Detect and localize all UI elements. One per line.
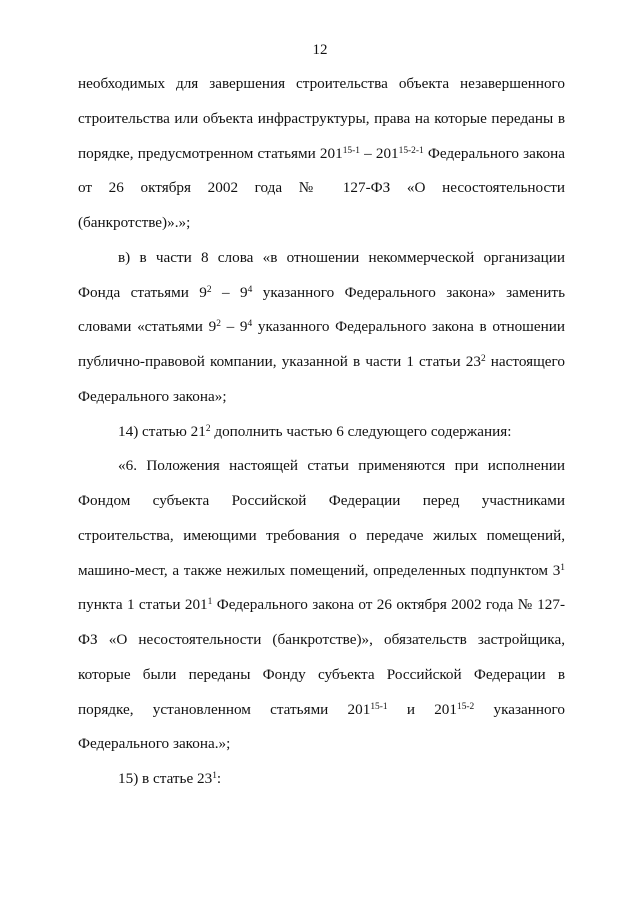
text-run: указанного Федерального закона» заменить словами «статьями 9 — [78, 283, 565, 336]
text-run: 14) статью 21 — [118, 422, 206, 440]
text-run: : — [216, 770, 222, 787]
superscript: 1 — [560, 562, 565, 573]
page-number: 12 — [312, 42, 328, 58]
text-run: «6. Положения настоящей статьи применяются при исполнении Фондом субъекта Российской Федерации перед участниками строительства, имеющими требования о передаче жилых помещений, машино-мест, а также нежилых помещений, определенных подпунктом 3 — [78, 457, 565, 579]
superscript: 2 — [480, 353, 486, 364]
text-run: Федерального закона от 26 октября 2002 года № 127-ФЗ «О несостоятельности (банкротстве)».»; — [78, 144, 565, 231]
text-run: Федерального закона от 26 октября 2002 года № 127-ФЗ «О несостоятельности (банкротстве)», обязательств застройщика, которые были переданы Фонду субъекта Российской Федерации в порядке, установленном статьями 201 — [78, 596, 565, 718]
document-body — [78, 67, 565, 797]
superscript: 2 — [216, 319, 221, 330]
paragraph-p2 — [78, 241, 565, 415]
text-run: 15) в статье 23 — [118, 770, 213, 787]
text-run: – 9 — [211, 283, 248, 301]
paragraph-p1 — [78, 67, 565, 241]
superscript: 15-2-1 — [398, 145, 424, 156]
superscript: 15-1 — [370, 701, 388, 712]
superscript: 4 — [247, 284, 253, 295]
text-run: – 201 — [359, 144, 399, 162]
paragraph-p5 — [78, 762, 565, 797]
text-run: необходимых для завершения строительства объекта незавершенного строительства или объекта инфраструктуры, права на которые переданы в порядке, предусмотренном статьями 201 — [78, 75, 565, 162]
paragraph-p3 — [78, 415, 565, 450]
text-run: указанного Федерального закона.»; — [78, 700, 565, 753]
superscript: 1 — [207, 597, 213, 608]
text-run: дополнить частью 6 следующего содержания: — [210, 422, 512, 440]
superscript: 2 — [206, 284, 212, 295]
paragraph-p4 — [78, 449, 565, 762]
superscript: 1 — [212, 770, 217, 781]
text-run: и 201 — [387, 700, 457, 718]
superscript: 15-1 — [342, 145, 360, 156]
superscript: 4 — [247, 319, 253, 330]
text-run: настоящего Федерального закона»; — [78, 353, 565, 405]
text-run: в) в части 8 слова «в отношении некоммерческой организации Фонда статьями 9 — [78, 248, 565, 301]
text-run: указанного Федерального закона в отношении публично-правовой компании, указанной в части 1 статьи 23 — [78, 318, 566, 370]
text-run: пункта 1 статьи 201 — [78, 596, 208, 614]
text-run: – 9 — [220, 318, 248, 336]
superscript: 2 — [205, 423, 211, 434]
superscript: 15-2 — [456, 701, 475, 712]
